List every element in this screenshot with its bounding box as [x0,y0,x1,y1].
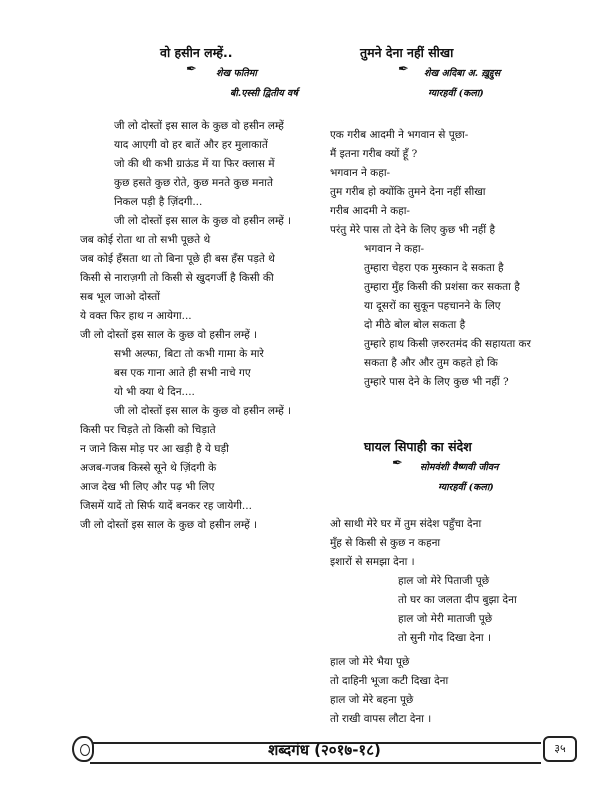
poem-line: तो घर का जलता दीप बुझा देना [398,594,517,606]
poem-line: तुम्हारे हाथ किसी ज़रुरतमंद की सहायता कर [364,338,531,350]
poem-line: एक गरीब आदमी ने भगवान से पूछा- [330,129,469,141]
poem-line: तो दाहिनी भूजा कटी दिखा देना [330,675,449,687]
poem-line: तुम्हारा मुँह किसी की प्रशंसा कर सकता है [364,281,520,293]
poem-line: यो भी क्या थे दिन.... [114,386,195,398]
poem-title: घायल सिपाही का संदेश [364,439,472,454]
poem-author-class: ग्यारहवीं (कला) [428,88,484,99]
poem-title: वो हसीन लम्हें.. [160,45,233,60]
poem-line: निकल पड़ी है ज़िंदगी... [114,196,203,208]
poem-line: जब कोई रोता था तो सभी पूछते थे [80,234,211,246]
poem-line: तुम्हारे पास देने के लिए कुछ भी नहीं ? [364,376,509,388]
poem-author: सोमवंशी वैष्णवी जीवन [420,462,499,473]
poem-line: मैं इतना गरीब क्यों हूँ ? [330,148,418,160]
poem-line: बस एक गाना आते ही सभी नाचे गए [114,367,251,379]
poem-line: जिसमें यादें तो सिर्फ यादें बनकर रह जायेगी... [80,500,252,512]
poem-line: इशारों से समझा देना । [330,556,415,568]
poem-line: तुम्हारा चेहरा एक मुस्कान दे सकता है [364,262,504,274]
magazine-title: शब्दगंध (२०१७-१८) [268,741,381,759]
poem-author-class: ग्यारहवीं (कला) [438,482,494,493]
poem-line: या दूसरों का सुकून पहचानने के लिए [364,300,501,312]
poem-line: तो राखी वापस लौटा देना । [330,713,432,725]
poem-line: दो मीठे बोल बोल सकता है [364,319,466,331]
poem-line: जी लो दोस्तों इस साल के कुछ वो हसीन लम्हें । [80,519,258,531]
poem-line: सब भूल जाओ दोस्तों [80,291,160,303]
poem-line: अजब-गजब किस्से सूने थे ज़िंदगी के [80,462,217,474]
poem-line: जी लो दोस्तों इस साल के कुछ वो हसीन लम्हें । [80,329,258,341]
poem-line: आज देख भी लिए और पढ़ भी लिए [80,481,215,493]
poem-line: सभी अल्फा, बिटा तो कभी गामा के मारे [114,348,264,360]
poem-line: जो की थी कभी ग्राऊंड में या फिर क्लास में [114,158,275,170]
quill-pen-icon: ✒ [186,62,197,77]
poem-line: जी लो दोस्तों इस साल के कुछ वो हसीन लम्हें [114,120,284,132]
poem-author-class: बी.एस्सी द्वितीय वर्ष [230,88,298,99]
poem-author: शेख फतिमा [216,68,257,79]
poem-line: मुँह से किसी से कुछ न कहना [330,537,441,549]
poem-line: भगवान ने कहा- [330,167,391,179]
poem-line: तुम गरीब हो क्योंकि तुमने देना नहीं सीखा [330,186,486,198]
poem-line: किसी पर चिड़ते तो किसी को चिड़ाते [80,424,216,436]
page-number: ३५ [543,736,577,762]
poem-line: हाल जो मेरी माताजी पूछे [398,613,493,625]
poem-line: ये वक्त फिर हाथ न आयेगा... [80,310,192,322]
poem-line: भगवान ने कहा- [364,243,425,255]
poem-line: तो सुनी गोद दिखा देना । [398,632,491,644]
poem-title: तुमने देना नहीं सीखा [360,45,454,60]
poem-line: जी लो दोस्तों इस साल के कुछ वो हसीन लम्हें । [114,405,292,417]
poem-line: जी लो दोस्तों इस साल के कुछ वो हसीन लम्हें । [114,215,292,227]
quill-pen-icon: ✒ [398,62,409,77]
poem-line: कुछ हसते कुछ रोते, कुछ मनते कुछ मनाते [114,177,273,189]
poem-line: हाल जो मेरे बहना पूछे [330,694,414,706]
poem-line: जब कोई हँसता था तो बिना पूछे ही बस हँस पड़ते थे [80,253,275,265]
poem-line: सकता है और और तुम कहते हो कि [364,357,498,369]
page-footer [72,736,577,762]
poem-line: याद आएगी वो हर बातें और हर मुलाकातें [114,139,268,151]
poem-line: किसी से नाराज़गी तो किसी से खुदगर्जी है किसी की [80,272,274,284]
poem-line: गरीब आदमी ने कहा- [330,205,410,217]
poem-line: परंतु मेरे पास तो देने के लिए कुछ भी नहीं है [330,224,496,236]
poem-line: हाल जो मेरे भैया पूछे [330,656,410,668]
poem-line: हाल जो मेरे पिताजी पूछे [398,575,490,587]
quill-pen-icon: ✒ [392,456,403,471]
poem-author: शेख अदिबा अ. ख़ुद्दुस [424,68,501,79]
poem-line: न जाने किस मोड़ पर आ खड़ी है ये घड़ी [80,443,229,455]
poem-line: ओ साथी मेरे घर में तुम संदेश पहुँचा देना [330,518,482,530]
